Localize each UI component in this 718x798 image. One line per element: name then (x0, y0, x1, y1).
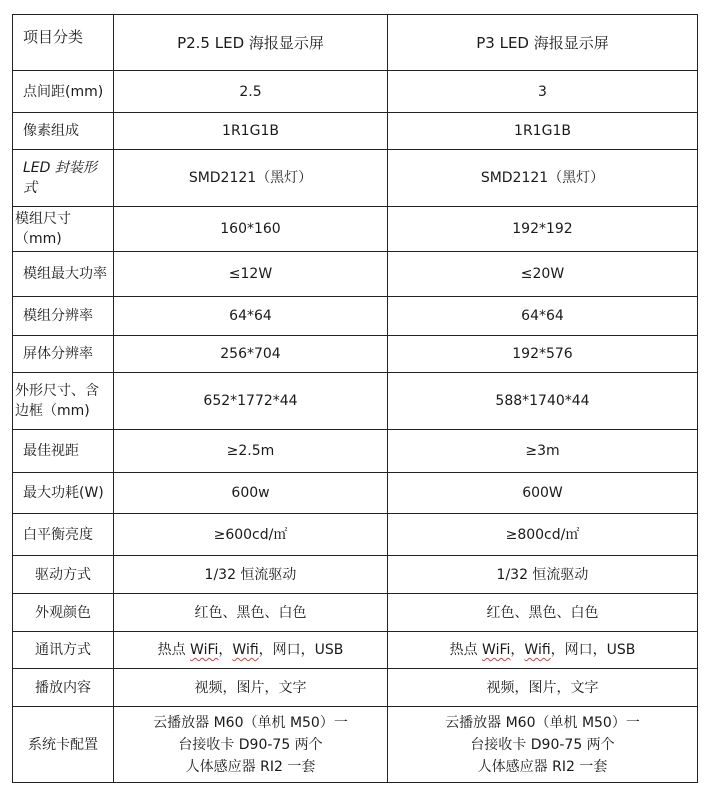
row-value-p3: 588*1740*44 (388, 373, 698, 430)
row-value-p3: 1R1G1B (388, 113, 698, 150)
table-row (13, 252, 698, 297)
row-value-p3 (388, 707, 698, 783)
table-row (13, 71, 698, 113)
spec-table (12, 14, 698, 783)
table-row (13, 336, 698, 373)
row-value-p3: 192*576 (388, 336, 698, 373)
row-value-p3 (388, 632, 698, 669)
row-label: 白平衡亮度 (13, 514, 114, 556)
row-value-p25: ≥600cd/㎡ (114, 514, 388, 556)
header-p3: P3 LED 海报显示屏 (388, 15, 698, 71)
row-value-p3: 192*192 (388, 207, 698, 252)
row-value-p3: ≥800cd/㎡ (388, 514, 698, 556)
system-line-1: 云播放器 M60（单机 M50）一 (153, 714, 348, 731)
row-value-p25: 600w (114, 473, 388, 514)
table-row (13, 514, 698, 556)
header-category: 项目分类 (13, 15, 114, 71)
system-line-1: 云播放器 M60（单机 M50）一 (445, 714, 640, 731)
table-row (13, 556, 698, 594)
system-line-3: 人体感应器 RI2 一套 (477, 758, 608, 775)
row-label: 像素组成 (13, 113, 114, 150)
row-value-p25 (114, 632, 388, 669)
table-row (13, 707, 698, 783)
table-row (13, 473, 698, 514)
comm-sep: ， (510, 642, 525, 658)
table-row (13, 430, 698, 473)
system-line-2: 台接收卡 D90-75 两个 (470, 736, 615, 753)
table-row (13, 150, 698, 207)
table-row (13, 297, 698, 336)
row-value-p3: SMD2121（黑灯） (388, 150, 698, 207)
row-value-p3: 视频，图片，文字 (388, 669, 698, 707)
row-label: 最大功耗(W) (13, 473, 114, 514)
comm-wifi-alt: Wifi (524, 642, 551, 658)
row-value-p25: 视频，图片，文字 (114, 669, 388, 707)
system-line-3: 人体感应器 RI2 一套 (185, 758, 316, 775)
row-value-p3: 64*64 (388, 297, 698, 336)
comm-sep: ， (218, 642, 233, 658)
table-row (13, 669, 698, 707)
row-value-p25: 1/32 恒流驱动 (114, 556, 388, 594)
comm-wifi: WiFi (482, 642, 511, 658)
header-row (13, 15, 698, 71)
row-value-p3: 1/32 恒流驱动 (388, 556, 698, 594)
row-label: 最佳视距 (13, 430, 114, 473)
row-value-p3: 红色、黑色、白色 (388, 594, 698, 632)
row-value-p3: 600W (388, 473, 698, 514)
row-label: 模组最大功率 (13, 252, 114, 297)
comm-rest: ，网口，USB (258, 642, 344, 658)
row-value-p3: ≥3m (388, 430, 698, 473)
table-row (13, 113, 698, 150)
row-label: 外观颜色 (13, 594, 114, 632)
comm-hotspot: 热点 (449, 642, 478, 658)
row-value-p25: ≥2.5m (114, 430, 388, 473)
table-row (13, 632, 698, 669)
row-label: 驱动方式 (13, 556, 114, 594)
row-label: 外形尺寸、含边框（mm) (13, 373, 114, 430)
table-row (13, 207, 698, 252)
table-row (13, 373, 698, 430)
row-value-p25 (114, 707, 388, 783)
row-value-p25: 1R1G1B (114, 113, 388, 150)
row-label: 播放内容 (13, 669, 114, 707)
row-value-p25: 652*1772*44 (114, 373, 388, 430)
comm-rest: ，网口，USB (550, 642, 636, 658)
row-label: 系统卡配置 (13, 707, 114, 783)
row-value-p25: 256*704 (114, 336, 388, 373)
comm-wifi-alt: Wifi (232, 642, 259, 658)
row-label: 模组尺寸（mm) (13, 207, 114, 252)
row-label: 屏体分辨率 (13, 336, 114, 373)
row-value-p3: ≤20W (388, 252, 698, 297)
row-value-p25: 红色、黑色、白色 (114, 594, 388, 632)
row-value-p25: 2.5 (114, 71, 388, 113)
comm-hotspot: 热点 (157, 642, 186, 658)
header-p25: P2.5 LED 海报显示屏 (114, 15, 388, 71)
row-value-p25: SMD2121（黑灯） (114, 150, 388, 207)
row-label: 点间距(mm) (13, 71, 114, 113)
row-label: LED 封装形式 (13, 150, 114, 207)
row-label: 模组分辨率 (13, 297, 114, 336)
row-value-p25: 160*160 (114, 207, 388, 252)
row-value-p3: 3 (388, 71, 698, 113)
system-line-2: 台接收卡 D90-75 两个 (178, 736, 323, 753)
row-label: 通讯方式 (13, 632, 114, 669)
table-row (13, 594, 698, 632)
row-value-p25: ≤12W (114, 252, 388, 297)
row-value-p25: 64*64 (114, 297, 388, 336)
comm-wifi: WiFi (190, 642, 219, 658)
